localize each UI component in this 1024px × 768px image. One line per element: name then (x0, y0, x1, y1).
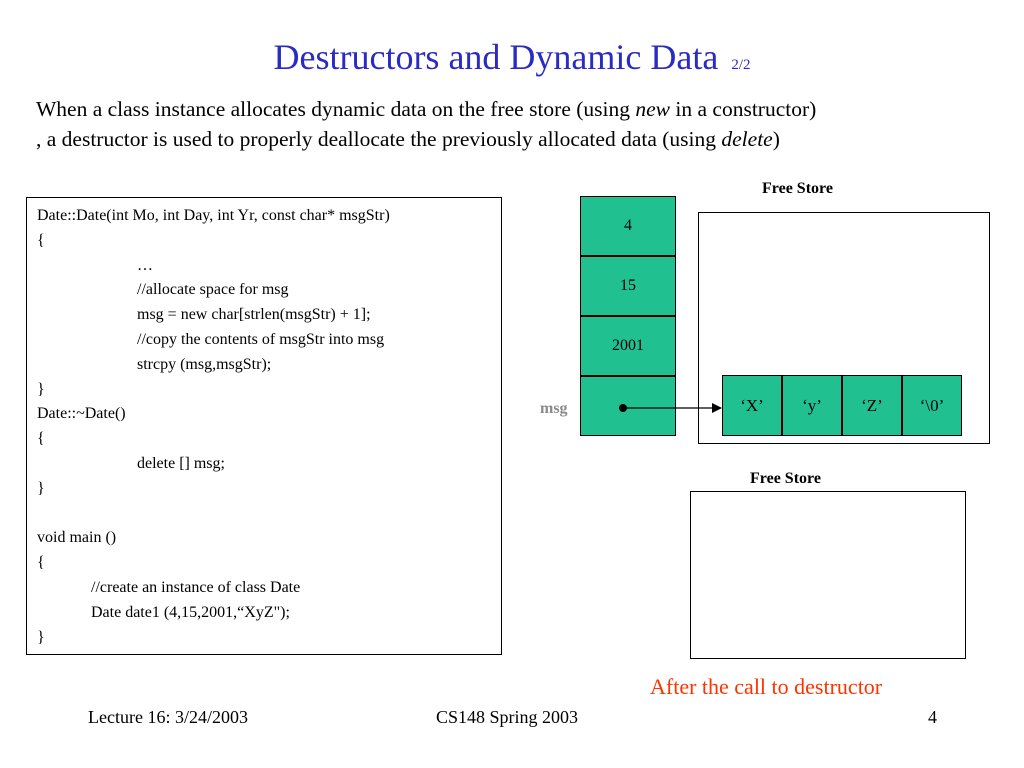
code-line: delete [] msg; (137, 455, 225, 472)
code-line: Date::~Date() (37, 405, 126, 423)
char-cell-x: ‘X’ (722, 375, 782, 436)
char-cell-y: ‘y’ (782, 375, 842, 436)
code-line: } (37, 628, 45, 646)
intro-line-1-start: When a class instance allocates dynamic data on the free store (using (36, 97, 636, 121)
code-line: { (37, 231, 45, 249)
intro-keyword-new: new (635, 97, 671, 121)
destructor-caption: After the call to destructor (650, 674, 883, 699)
code-line: } (37, 380, 45, 398)
code-line: { (37, 430, 45, 448)
code-line: Date date1 (4,15,2001,“XyZ"); (91, 603, 290, 621)
code-line: //copy the contents of msgStr into msg (137, 331, 385, 348)
intro-line-1-end: in a constructor) (670, 97, 817, 121)
code-line: … (137, 256, 153, 274)
code-line: //create an instance of class Date (91, 579, 301, 596)
code-line: //allocate space for msg (137, 281, 289, 299)
intro-keyword-delete: delete (721, 127, 773, 151)
code-line: { (37, 554, 45, 572)
code-line: strcpy (msg,msgStr); (137, 355, 272, 373)
free-store-box-bottom (690, 491, 966, 659)
code-line: } (37, 479, 45, 497)
footer-page-number: 4 (928, 707, 937, 727)
title-text: Destructors and Dynamic Data (273, 37, 719, 77)
intro-line-2-start: , a destructor is used to properly deallocate the previously allocated data (using (36, 127, 722, 151)
code-line: void main () (37, 529, 117, 547)
object-cell-year: 2001 (580, 316, 676, 376)
code-line: msg = new char[strlen(msgStr) + 1]; (137, 306, 371, 324)
free-store-label-bottom: Free Store (750, 470, 821, 487)
title-subtitle: 2/2 (731, 57, 751, 73)
msg-label: msg (540, 400, 568, 417)
footer-course: CS148 Spring 2003 (436, 707, 579, 727)
char-cell-null: ‘\0’ (902, 375, 962, 436)
char-cell-z: ‘Z’ (842, 375, 902, 436)
object-cell-month: 4 (580, 196, 676, 256)
object-cell-day: 15 (580, 256, 676, 316)
intro-line-2-end: ) (772, 127, 780, 151)
footer-lecture: Lecture 16: 3/24/2003 (88, 707, 248, 727)
code-line: Date::Date(int Mo, int Day, int Yr, const char* msgStr) (37, 207, 390, 224)
free-store-label-top: Free Store (762, 180, 833, 197)
